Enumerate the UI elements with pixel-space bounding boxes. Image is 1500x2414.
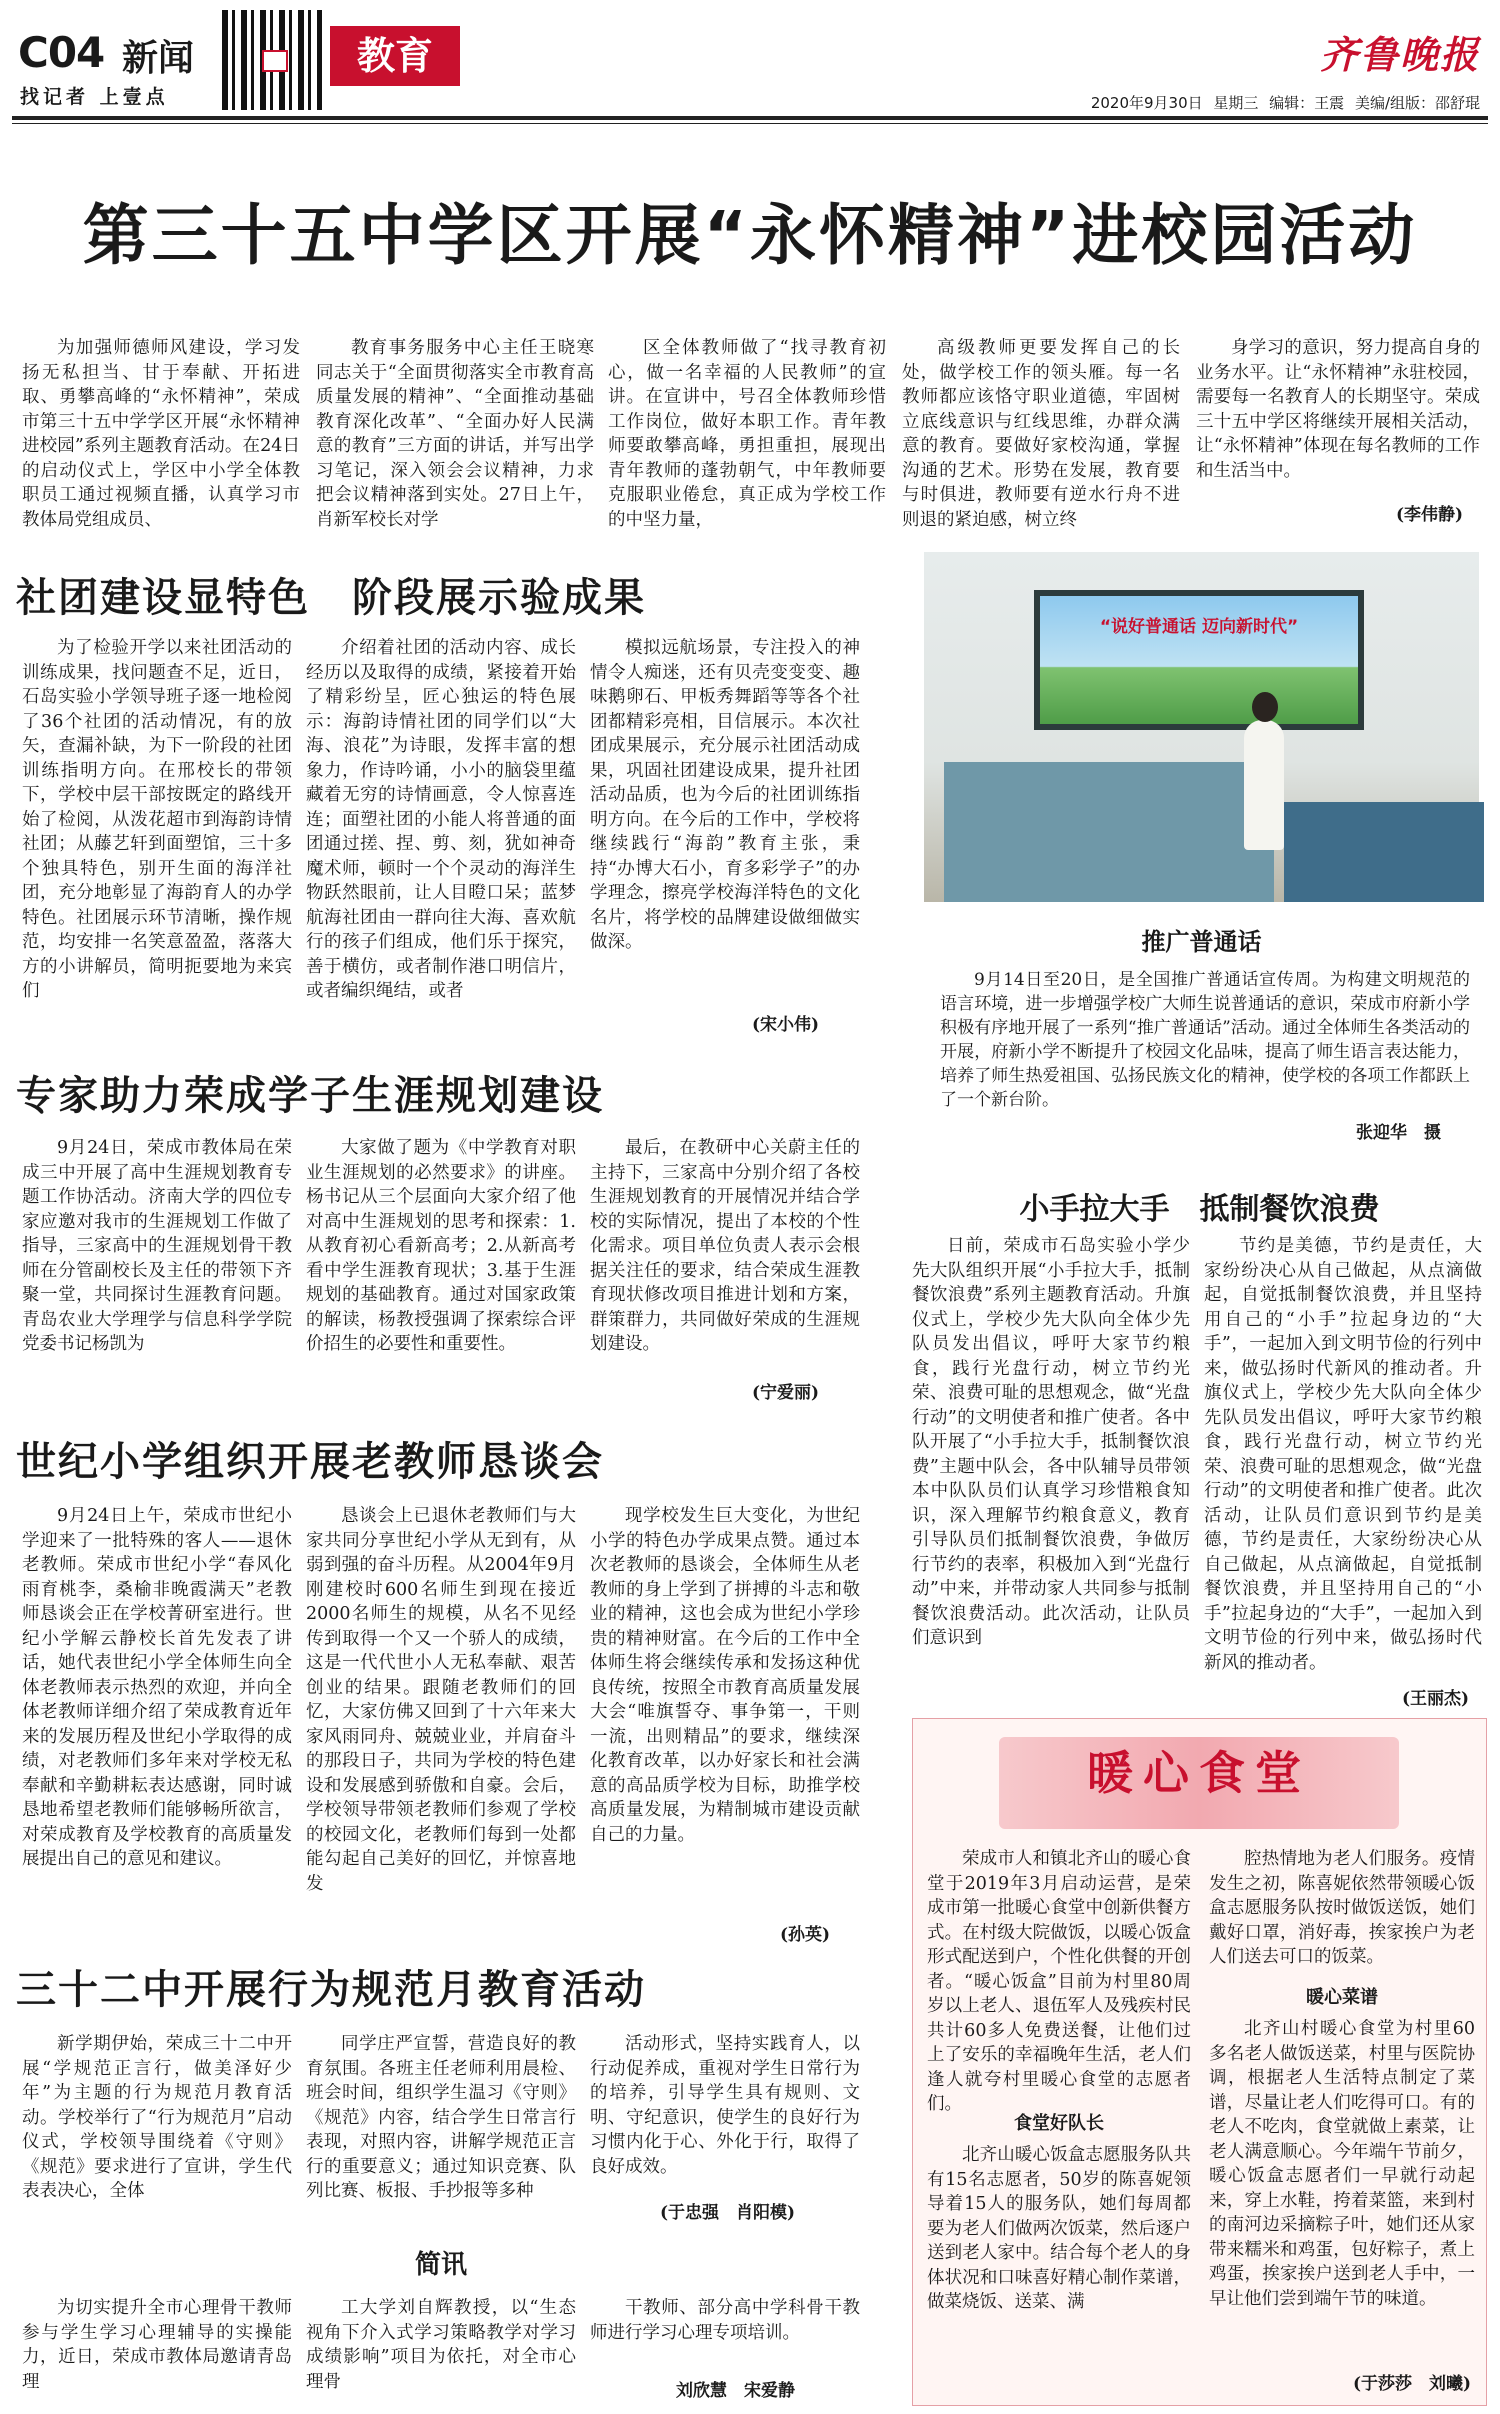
brief-col-1: 为切实提升全市心理骨干教师参与学生学习心理辅导的实操能力，近日，荣成市教体局邀请青岛理 [22, 2298, 292, 2392]
behavior-col-3: 活动形式，坚持实践育人，以行动促养成，重视对学生日常行为的培养，引导学生具有规则、文明、守纪意识，使学生的良好行为习惯内化于心、外化于行，取得了良好成效。 [590, 2034, 860, 2177]
behavior-byline: (于忠强 肖阳模) [660, 2203, 796, 2223]
club-byline: (宋小伟) [752, 1015, 820, 1035]
lead-col-2: 教育事务服务中心主任王晓寒同志关于“全面贯彻落实全市教育高质量发展的精神”、“全面推动基础教育深化改革”、“全面办好人民满意的教育”三方面的讲话，并写出学习笔记，深入领会会议精神，力求把会议精神落到实处。27日上午，肖新军校长对学 [316, 338, 594, 530]
putonghua-title: 推广普通话 [1141, 928, 1262, 956]
putonghua-caption: 9月14日至20日，是全国推广普通话宣传周。为构建文明规范的语言环境，进一步增强学校广大师生说普通话的意识，荣成市府新小学积极有序地开展了一系列“推广普通话”活动。通过全体师生各类活动的开展，府新小学不断提升了校园文化品味，提高了师生语言表达能力，培养了师生热爱祖国、弘扬民族文化的精神，使学校的各项工作都跃上了一个新台阶。 [940, 970, 1470, 1110]
brief-col-2: 工大学刘自辉教授，以“生态视角下介入式学习策略教学对学习成绩影响”项目为依托，对全市心理骨 [306, 2298, 576, 2392]
blackboard [1034, 590, 1364, 730]
warm-byline: (于莎莎 刘曦) [1353, 2374, 1472, 2394]
oldteachers-col-3: 现学校发生巨大变化，为世纪小学的特色办学成果点赞。通过本次老教师的恳谈会，全体师生从老教师的身上学到了拼搏的斗志和敬业的精神，这也会成为世纪小学珍贵的精神财富。在今后的工作中全体师生将会继续传承和发扬这种优良传统，按照全市教育高质量发展大会“唯旗誓夺、事争第一，干则一流，出则精品”的要求，继续深化教育改革，以办好家长和社会满意的高品质学校为目标，助推学校高质量发展，为精制城市建设贡献自己的力量。 [590, 1506, 860, 1845]
club-title: 社团建设显特色 阶段展示验成果 [16, 575, 646, 621]
student-figure [1244, 720, 1284, 850]
oldteachers-col-1: 9月24日上午，荣成市世纪小学迎来了一批特殊的客人——退休老教师。荣成市世纪小学“春风化雨育桃李，桑榆非晚霞满天”老教师恳谈会正在学校菁研室进行。世纪小学解云静校长首先发表了讲话，她代表世纪小学全体师生向全体老教师表示热烈的欢迎，并向全体老教师详细介绍了荣成教育近年来的发展历程及世纪小学取得的成绩，对老教师们多年来对学校无私奉献和辛勤耕耘表达感谢，同时诚恳地希望老教师们能够畅所欲言，对荣成教育及学校教育的高质量发展提出自己的意见和建议。 [22, 1506, 292, 1869]
career-byline: (宁爱丽) [752, 1383, 820, 1403]
warm-col-2: 腔热情地为老人们服务。疫情发生之初，陈喜妮依然带领暖心饭盒志愿服务队按时做饭送饭，她们戴好口罩，消好毒，挨家挨户为老人们送去可口的饭菜。 [1209, 1849, 1475, 1967]
oldteachers-title: 世纪小学组织开展老教师恳谈会 [16, 1439, 604, 1485]
career-col-2: 大家做了题为《中学教育对职业生涯规划的必然要求》的讲座。杨书记从三个层面向大家介绍了他对高中生涯规划的思考和探索：1.从教育初心看新高考；2.从新高考看中学生涯教育现状；3.基于生涯规划的基础教育。通过对国家政策的解读，杨教授强调了探索综合评价招生的必要性和重要性。 [306, 1138, 576, 1354]
club-col-2: 介绍着社团的活动内容、成长经历以及取得的成绩，紧接着开始了精彩纷呈，匠心独运的特色展示：海韵诗情社团的同学们以“大海、浪花”为诗眼，发挥丰富的想象力，作诗吟诵，小小的脑袋里蕴藏着无穷的诗情画意，令人惊喜连连；面塑社团的小能人将普通的面团通过搓、捏、剪、刻，犹如神奇魔术师，顿时一个个灵动的海洋生物跃然眼前，让人目瞪口呆；蓝梦航海社团由一群向往大海、喜欢航行的孩子们组成，他们乐于探究，善于横仿，或者制作港口明信片，或者编织绳结，或者 [306, 638, 576, 1001]
behavior-col-1: 新学期伊始，荣成三十二中开展“学规范正言行，做美泽好少年”为主题的行为规范月教育活动。学校举行了“行为规范月”启动仪式，学校领导围绕着《守则》《规范》要求进行了宣讲，学生代表表决心，全体 [22, 2034, 292, 2201]
oldteachers-byline: (孙英) [780, 1925, 831, 1945]
putonghua-byline: 张迎华 摄 [1356, 1123, 1441, 1143]
career-col-1: 9月24日，荣成市教体局在荣成三中开展了高中生涯规划教育专题工作协活动。济南大学的四位专家应邀对我市的生涯规划工作做了指导，三家高中的生涯规划骨干教师在分管副校长及主任的带领下齐聚一堂，共同探讨生涯教育问题。青岛农业大学理学与信息科学学院党委书记杨凯为 [22, 1138, 292, 1354]
warm-col-2b: 北齐山村暖心食堂为村里60多名老人做饭送菜，村里与医院协调，根据老人生活特点制定了菜谱，尽量让老人们吃得可口。有的老人不吃肉，食堂就做上素菜，让老人满意顺心。今年端午节前夕，暖心饭盒志愿者们一早就行动起来，穿上水鞋，挎着菜篮，来到村的南河边采摘粽子叶，她们还从家带来糯米和鸡蛋，包好粽子，煮上鸡蛋，挨家挨户送到老人手中，一早让他们尝到端午节的味道。 [1209, 2019, 1475, 2309]
warm-sub-1: 食堂好队长 [1014, 2113, 1104, 2134]
lead-col-4: 高级教师更要发挥自己的长处，做学校工作的领头雁。每一名教师都应该恪守职业道德，牢固树立底线意识与红线思维，办群众满意的教育。要做好家校沟通，掌握沟通的艺术。形势在发展，教育要与时俱进，教师要有逆水行舟不进则退的紧迫感，树立终 [902, 338, 1180, 530]
career-col-3: 最后，在教研中心关蔚主任的主持下，三家高中分别介绍了各校生涯规划教育的开展情况并结合学校的实际情况，提出了本校的个性化需求。项目单位负责人表示会根据关注任的要求，结合荣成生涯教育现状修改项目推进计划和方案，群策群力，共同做好荣成的生涯规划建设。 [590, 1138, 860, 1354]
page-number: C04 [18, 28, 105, 77]
career-title: 专家助力荣成学子生涯规划建设 [16, 1073, 604, 1119]
oldteachers-col-2: 恳谈会上已退休老教师们与大家共同分享世纪小学从无到有，从弱到强的奋斗历程。从2004年9月刚建校时600名师生到现在接近2000名师生的规模，从名不见经传到取得一个又一个骄人的成绩，这是一代代世小人无私奉献、艰苦创业的结果。跟随老教师们的回忆，大家仿佛又回到了十六年来大家风雨同舟、兢兢业业，并肩奋斗的那段日子，共同为学校的特色建设和发展感到骄傲和自豪。会后，学校领导带领老教师们参观了学校的校园文化，老教师们每到一处都能勾起自己美好的回忆，并惊喜地发 [306, 1506, 576, 1894]
warm-col-1: 荣成市人和镇北齐山的暖心食堂于2019年3月启动运营，是荣成市第一批暖心食堂中创新供餐方式。在村级大院做饭，以暖心饭盒形式配送到户，个性化供餐的开创者。“暖心饭盒”目前为村里80周岁以上老人、退伍军人及残疾村民共计60多人免费送餐，让他们过上了安乐的幸福晚年生活，老人们逢人就夸村里暖心食堂的志愿者们。 [927, 1849, 1191, 2114]
plate-col-1: 日前，荣成市石岛实验小学少先大队组织开展“小手拉大手，抵制餐饮浪费”系列主题教育活动。升旗仪式上，学校少先大队向全体少先队员发出倡议，呼吁大家节约粮食，践行光盘行动，树立节约光荣、浪费可耻的思想观念，做“光盘行动”的文明使者和推广使者。各中队开展了“小手拉大手，抵制餐饮浪费”主题中队会，各中队辅导员带领本中队队员们认真学习珍惜粮食知识，深入理解节约粮食意义，教育引导队员们抵制餐饮浪费，争做厉行节约的表率，积极加入到“光盘行动”中来，并带动家人共同参与抵制餐饮浪费活动。此次活动，让队员们意识到 [912, 1236, 1190, 1648]
classroom-photo [924, 552, 1479, 902]
banner-text: 暖心食堂 [1087, 1746, 1311, 1800]
section-tag: 教育 [330, 26, 460, 86]
qr-code-icon [222, 10, 322, 110]
behavior-col-2: 同学庄严宣誓，营造良好的教育氛围。各班主任老师利用晨检、班会时间，组织学生温习《守则》《规范》内容，结合学生日常言行表现，对照内容，讲解学规范正言行的重要意义；通过知识竞赛、队列比赛、板报、手抄报等多种 [306, 2034, 576, 2201]
newspaper-logo: 齐鲁晚报 [1319, 32, 1480, 77]
brief-title: 简讯 [414, 2250, 467, 2280]
lead-col-3: 区全体教师做了“找寻教育初心，做一名幸福的人民教师”的宣讲。在宣讲中，号召全体教师珍惜工作岗位，做好本职工作。青年教师要敢攀高峰，勇担重担，展现出青年教师的蓬勃朝气，中年教师要克服职业倦怠，真正成为学校工作的中坚力量， [608, 338, 886, 530]
warm-sub-2: 暖心菜谱 [1306, 1987, 1378, 2008]
lead-col-5: 身学习的意识，努力提高自身的业务水平。让“永怀精神”永驻校园，需要每一名教育人的长期坚守。荣成三十五中学区将继续开展相关活动，让“永怀精神”体现在每名教师的工作和生活当中。 [1196, 338, 1480, 481]
section-name: 新闻 [122, 38, 195, 79]
brief-byline: 刘欣慧 宋爱静 [676, 2381, 795, 2401]
header-rule [12, 116, 1488, 120]
club-col-1: 为了检验开学以来社团活动的训练成果，找问题查不足，近日，石岛实验小学领导班子逐一地检阅了36个社团的活动情况，有的放矢，查漏补缺，为下一阶段的社团训练指明方向。在邢校长的带领下，学校中层干部按既定的路线开始了检阅，从泼花超市到海韵诗情社团；从藤艺轩到面塑馆，三十多个独具特色，别开生面的海洋社团，充分地彰显了海韵育人的办学特色。社团展示环节清晰，操作规范，均安排一名笑意盈盈，落落大方的小讲解员，简明扼要地为来宾们 [22, 638, 292, 1001]
board-text: “说好普通话 迈向新时代” [1099, 617, 1299, 637]
dateline: 2020年9月30日 星期三 编辑：王震 美编/组版：邵舒琨 [1090, 94, 1480, 112]
slogan: 找记者 上壹点 [20, 86, 169, 108]
plate-byline: (王丽杰) [1402, 1689, 1470, 1709]
lead-byline: (李伟静) [1396, 505, 1464, 525]
plate-col-2: 节约是美德，节约是责任，大家纷纷决心从自己做起，从点滴做起，自觉抵制餐饮浪费，并且坚持用自己的“小手”拉起身边的“大手”，一起加入到文明节俭的行列中来，做弘扬时代新风的推动者。升旗仪式上，学校少先大队向全体少先队员发出倡议，呼吁大家节约粮食，践行光盘行动，树立节约光荣、浪费可耻的思想观念，做“光盘行动”的文明使者和推广使者。此次活动，让队员们意识到节约是美德，节约是责任，大家纷纷决心从自己做起，从点滴做起，自觉抵制餐饮浪费，并且坚持用自己的“小手”拉起身边的“大手”，一起加入到文明节俭的行列中来，做弘扬时代新风的推动者。 [1204, 1236, 1482, 1673]
main-headline: 第三十五中学区开展“永怀精神”进校园活动 [82, 197, 1418, 274]
lead-col-1: 为加强师德师风建设，学习发扬无私担当、甘于奉献、开拓进取、勇攀高峰的“永怀精神”，荣成市第三十五中学学区开展“永怀精神进校园”系列主题教育活动。在24日的启动仪式上，学区中小学全体教职员工通过视频直播，认真学习市教体局党组成员、 [22, 338, 300, 530]
behavior-title: 三十二中开展行为规范月教育活动 [16, 1967, 646, 2013]
warm-col-1b: 北齐山暖心饭盒志愿服务队共有15名志愿者，50岁的陈喜妮领导着15人的服务队，她们每周都要为老人们做两次饭菜，然后逐户送到老人家中。结合每个老人的身体状况和口味喜好精心制作菜谱，做菜烧饭、送菜、满 [927, 2145, 1191, 2312]
page-header [0, 0, 1500, 140]
club-col-3: 模拟远航场景，专注投入的神情令人痴迷，还有贝壳变变变、趣味鹅卵石、甲板秀舞蹈等等各个社团都精彩亮相，目信展示。本次社团成果展示，充分展示社团活动成果，巩固社团建设成果，提升社团活动品质，也为今后的社团训练指明方向。在今后的工作中，学校将继续践行“海韵”教育主张，秉持“办博大石小，育多彩学子”的办学理念，擦亮学校海洋特色的文化名片，将学校的品牌建设做细做实做深。 [590, 638, 860, 952]
header-rule-thin [12, 123, 1488, 124]
warm-canteen-banner [999, 1737, 1399, 1829]
plate-title: 小手拉大手 抵制餐饮浪费 [1019, 1192, 1380, 1227]
warm-canteen-box [912, 1718, 1487, 2406]
brief-col-3: 干教师、部分高中学科骨干教师进行学习心理专项培训。 [590, 2298, 860, 2343]
